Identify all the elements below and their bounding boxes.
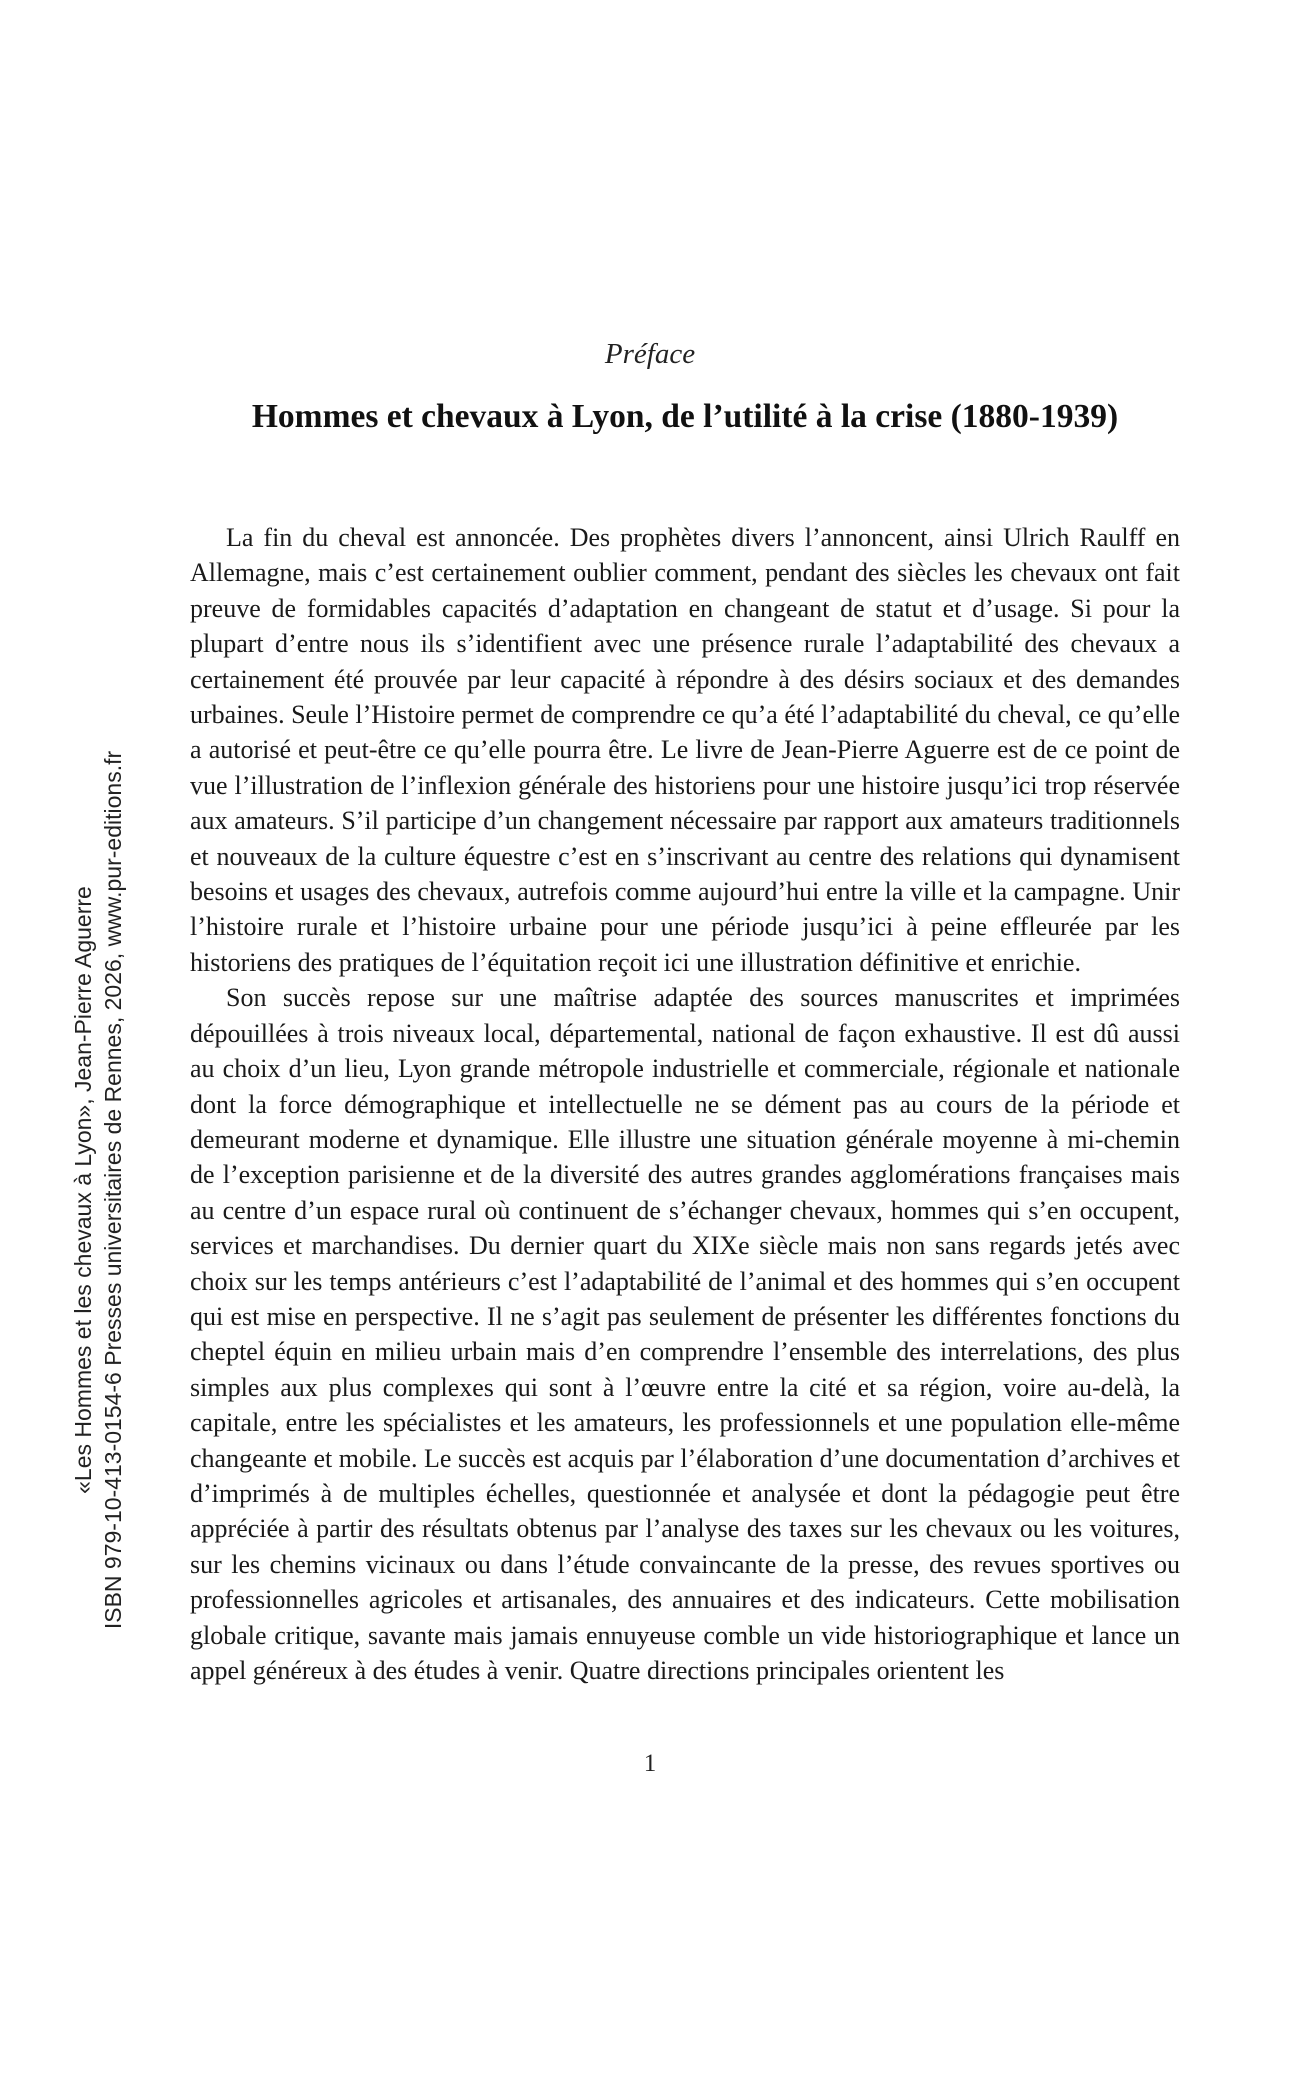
- paragraph-2: Son succès repose sur une maîtrise adaptée des sources manuscrites et imprimées dépouillées à trois niveaux local, départemental, national de façon exhaustive. Il est dû aussi au choix d’un lieu, Lyon grande métropole industrielle et commerciale, régionale et nationale dont la force démographique et intellectuelle ne se dément pas au cours de la période et demeurant moderne et dynamique. Elle illustre une situation générale moyenne à mi-chemin de l’exception parisienne et de la diversité des autres grandes agglomérations françaises mais au centre d’un espace rural où continuent de s’échanger chevaux, hommes qui s’en occupent, services et marchandises. Du dernier quart du XIXe siècle mais non sans regards jetés avec choix sur les temps antérieurs c’est l’adaptabilité de l’animal et des hommes qui s’en occupent qui est mise en perspective. Il ne s’agit pas seulement de présenter les différentes fonctions du cheptel équin en milieu urbain mais d’en comprendre l’ensemble des interrelations, des plus simples aux plus complexes qui sont à l’œuvre entre la cité et sa région, voire au-delà, la capitale, entre les spécialistes et les amateurs, les professionnels et une population elle-même changeante et mobile. Le succès est acquis par l’élaboration d’une documentation d’archives et d’imprimés à de multiples échelles, questionnée et analysée et dont la pédagogie peut être appréciée à partir des résultats obtenus par l’analyse des taxes sur les chevaux ou les voitures, sur les chemins vicinaux ou dans l’étude convaincante de la presse, des revues sportives ou professionnelles agricoles et artisanales, des annuaires et des indicateurs. Cette mobilisation globale critique, savante mais jamais ennuyeuse comble un vide historiographique et lance un appel généreux à des études à venir. Quatre directions principales orientent les: [190, 983, 1180, 1685]
- copyright-side-note: [68, 290, 148, 2090]
- side-note-line-1: «Les Hommes et les chevaux à Lyon», Jean-Pierre Aguerre: [70, 886, 96, 1494]
- section-kicker: Préface: [604, 338, 696, 370]
- page-number: 1: [643, 1750, 657, 1777]
- side-note-line-2: ISBN 979-10-413-0154-6 Presses universitaires de Rennes, 2026, www.pur-editions.fr: [100, 750, 126, 1630]
- paragraph-1: La fin du cheval est annoncée. Des prophètes divers l’annoncent, ainsi Ulrich Raulff en Allemagne, mais c’est certainement oublier comment, pendant des siècles les chevaux ont fait preuve de formidables capacités d’adaptation en changeant de statut et d’usage. Si pour la plupart d’entre nous ils s’identifient avec une présence rurale l’adaptabilité des chevaux a certainement été prouvée par leur capacité à répondre à des désirs sociaux et des demandes urbaines. Seule l’Histoire permet de comprendre ce qu’a été l’adaptabilité du cheval, ce qu’elle a autorisé et peut-être ce qu’elle pourra être. Le livre de Jean-Pierre Aguerre est de ce point de vue l’illustration de l’inflexion générale des historiens pour une histoire jusqu’ici trop réservée aux amateurs. S’il participe d’un changement nécessaire par rapport aux amateurs traditionnels et nouveaux de la culture équestre c’est en s’inscrivant au centre des relations qui dynamisent besoins et usages des chevaux, autrefois comme aujourd’hui entre la ville et la campagne. Unir l’histoire rurale et l’histoire urbaine pour une période jusqu’ici à peine effleurée par les historiens des pratiques de l’équitation reçoit ici une illustration définitive et enrichie.: [190, 523, 1180, 977]
- page-title: Hommes et chevaux à Lyon, de l’utilité à la crise (1880-1939): [251, 398, 1119, 435]
- body-text: [190, 520, 1180, 1688]
